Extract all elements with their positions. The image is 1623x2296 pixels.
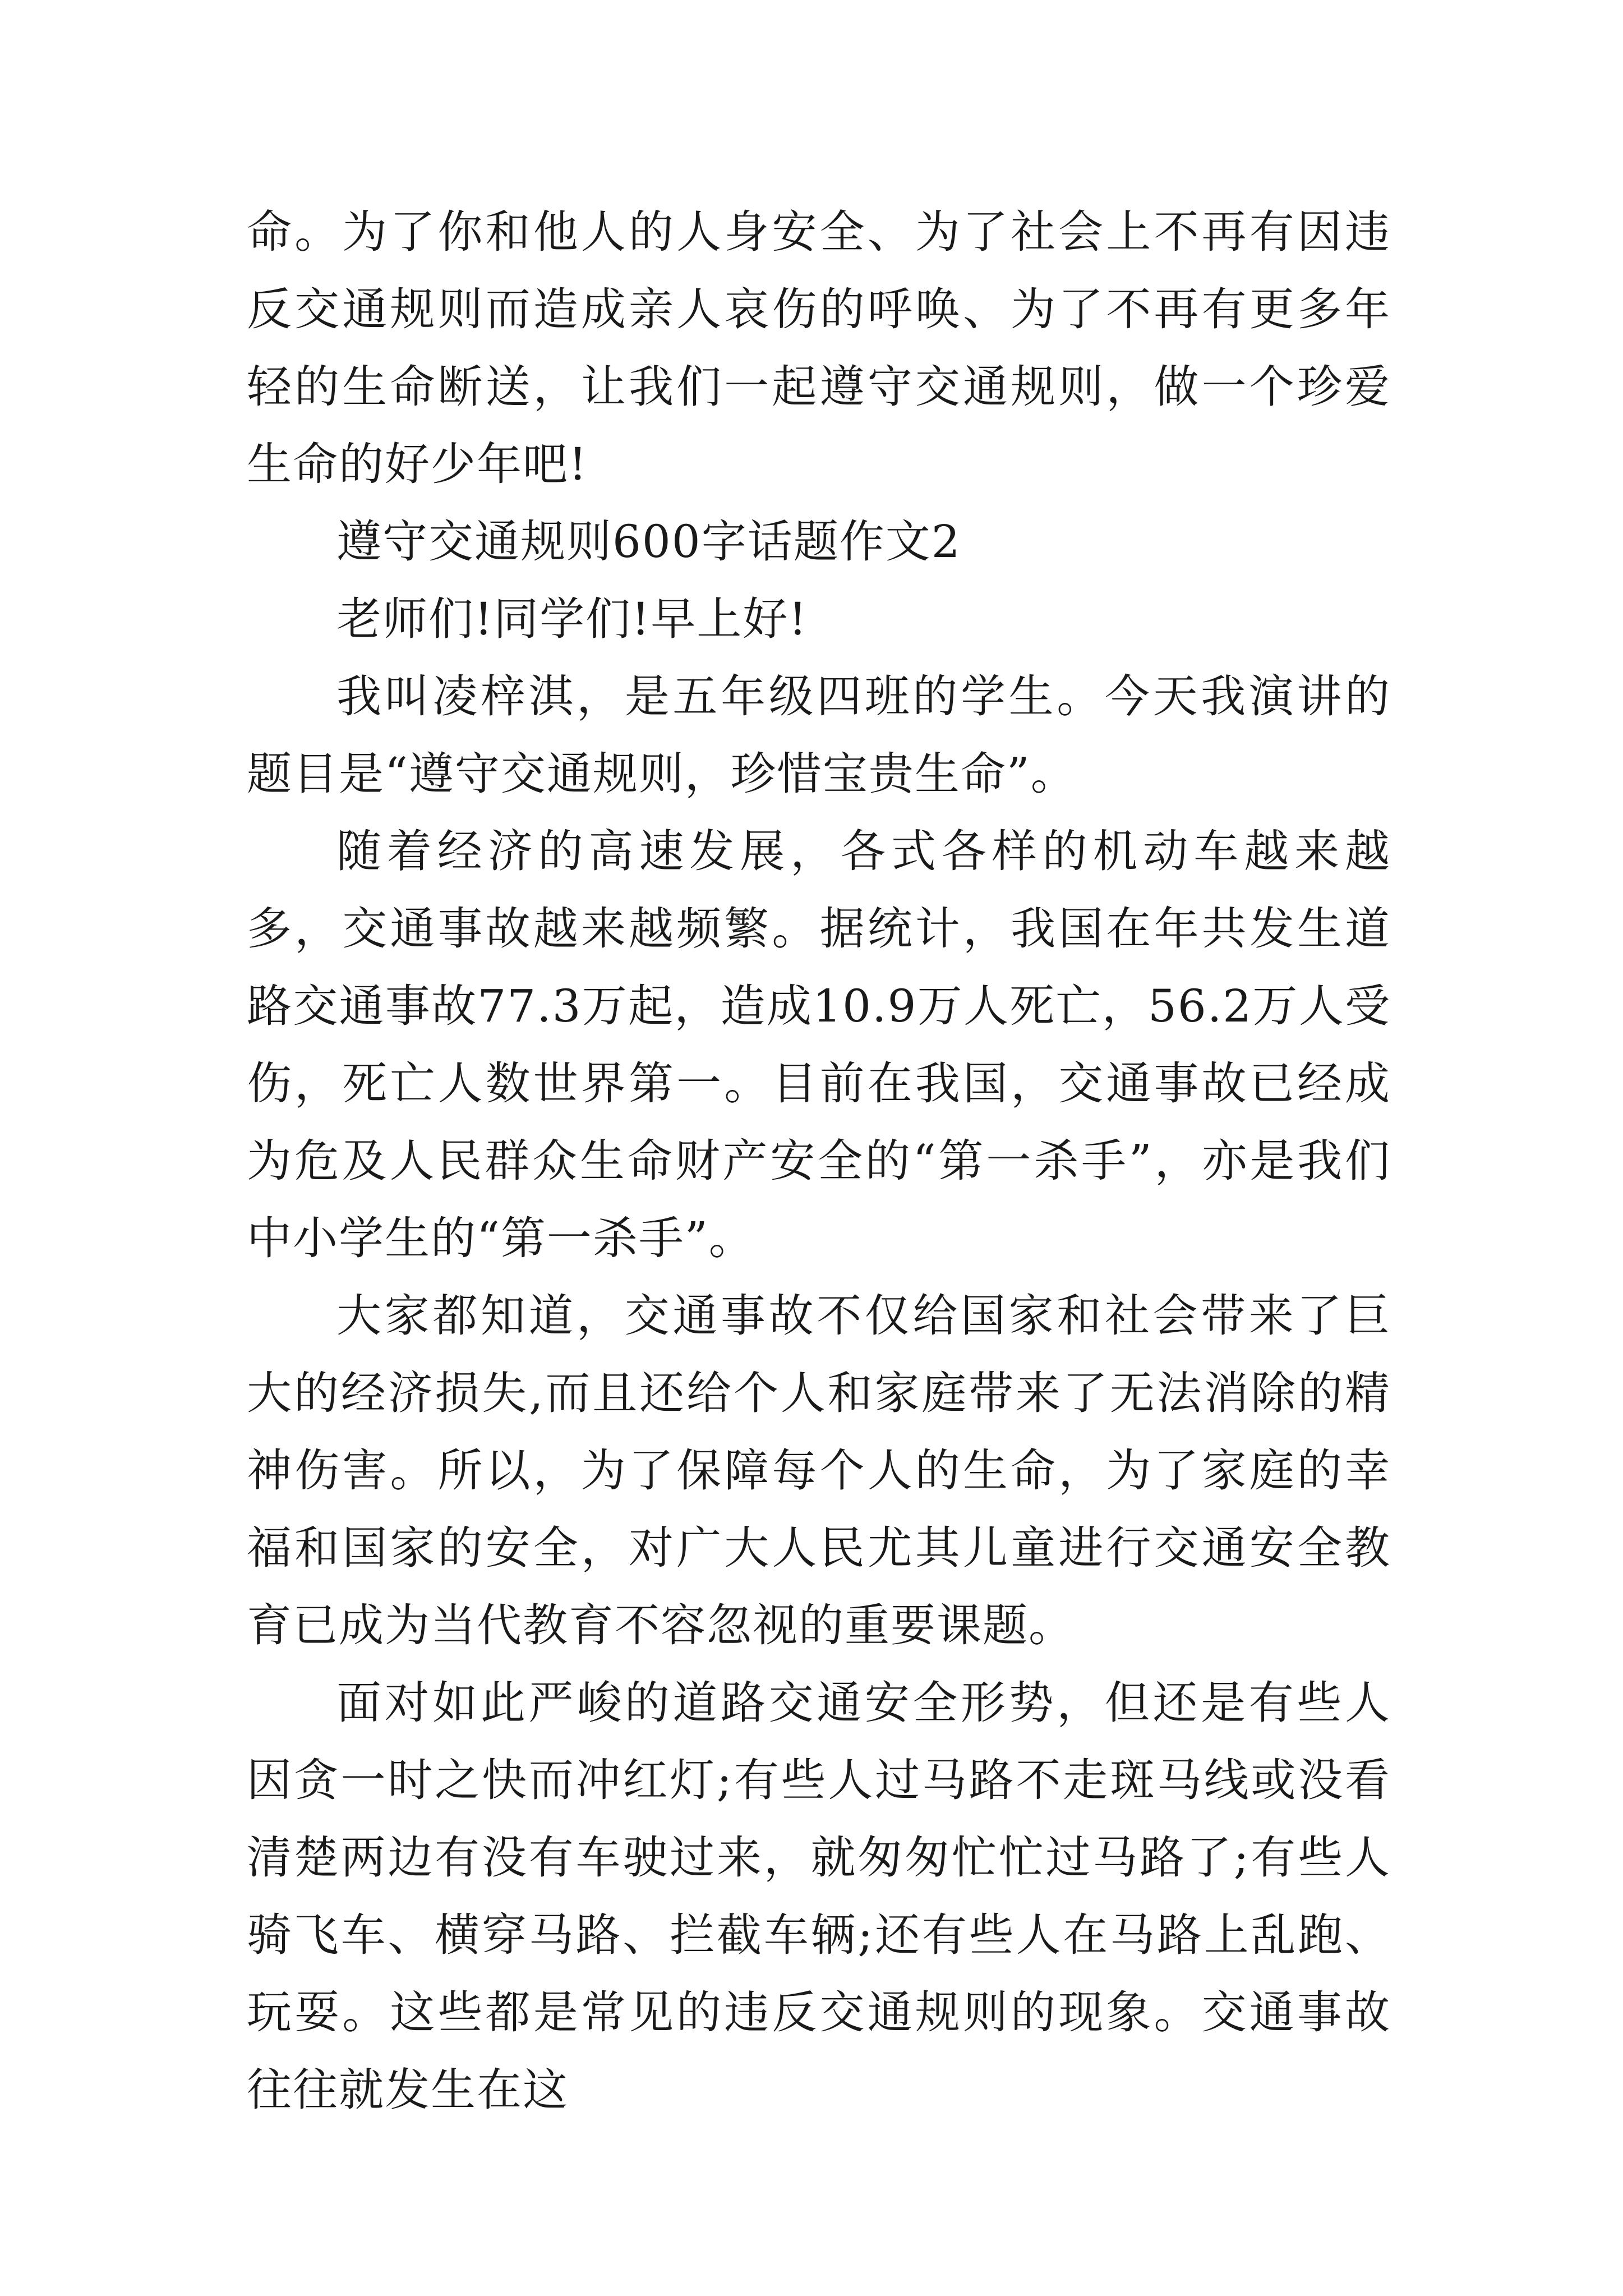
essay-title: 遵守交通规则600字话题作文2: [336, 516, 961, 568]
paragraph-losses: 大家都知道，交通事故不仅给国家和社会带来了巨大的经济损失,而且还给个人和家庭带来了无法消除的精神伤害。所以，为了保障每个人的生命，为了家庭的幸福和国家的安全，对广大人民尤其儿童进行交通安全教育已成为当代教育不容忽视的重要课题。: [247, 1290, 1391, 1651]
paragraph-greeting: 老师们!同学们!早上好!: [336, 593, 808, 645]
paragraph-violations: 面对如此严峻的道路交通安全形势，但还是有些人因贪一时之快而冲红灯;有些人过马路不走斑马线或没看清楚两边有没有车驶过来，就匆匆忙忙过马路了;有些人骑飞车、横穿马路、拦截车辆;还有些人在马路上乱跑、玩耍。这些都是常见的违反交通规则的现象。交通事故往往就发生在这: [247, 1677, 1391, 2116]
paragraph-statistics: 随着经济的高速发展，各式各样的机动车越来越多，交通事故越来越频繁。据统计，我国在年共发生道路交通事故77.3万起，造成10.9万人死亡，56.2万人受伤，死亡人数世界第一。目前在我国，交通事故已经成为危及人民群众生命财产安全的“第一杀手”，亦是我们中小学生的“第一杀手”。: [247, 825, 1391, 1264]
document-body: [247, 194, 1391, 2129]
paragraph-introduction: 我叫凌梓淇，是五年级四班的学生。今天我演讲的题目是“遵守交通规则，珍惜宝贵生命”。: [247, 670, 1391, 800]
paragraph-continuation: 命。为了你和他人的人身安全、为了社会上不再有因违反交通规则而造成亲人哀伤的呼唤、为了不再有更多年轻的生命断送，让我们一起遵守交通规则，做一个珍爱生命的好少年吧!: [247, 206, 1391, 490]
